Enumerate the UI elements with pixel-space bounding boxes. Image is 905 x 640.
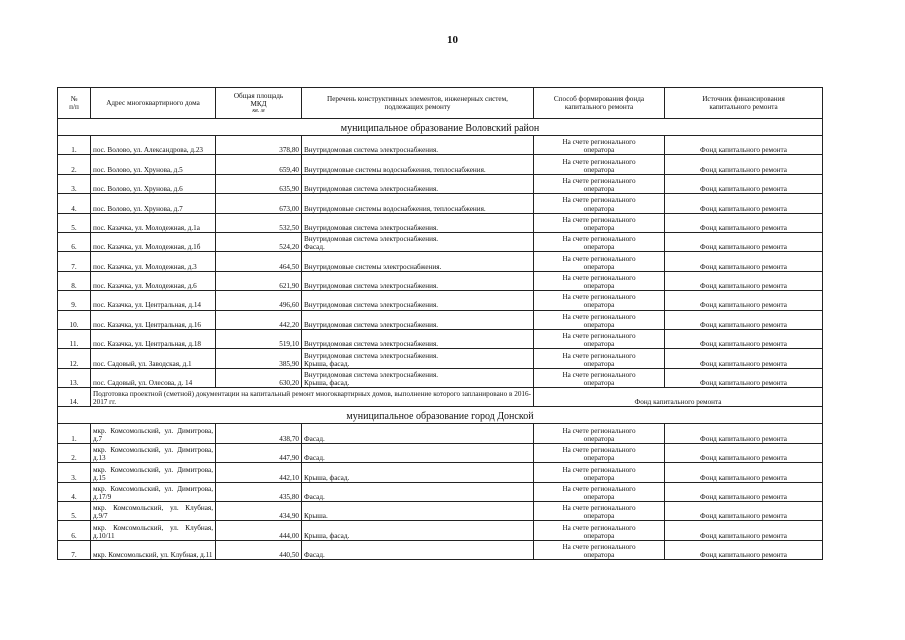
row-area: 519,10 — [216, 329, 302, 348]
row-financing-source: Фонд капитального ремонта — [665, 540, 823, 559]
row-financing-source: Фонд капитального ремонта — [665, 368, 823, 387]
row-number: 5. — [58, 502, 91, 521]
table-row — [58, 502, 823, 521]
row-funding-method: На счете регионального оператора — [534, 271, 665, 290]
row-number: 4. — [58, 482, 91, 501]
section-title: муниципальное образование город Донской — [58, 407, 823, 424]
section-title: муниципальное образование Воловский район — [58, 119, 823, 136]
row-number: 2. — [58, 155, 91, 174]
table-row — [58, 271, 823, 290]
table-row — [58, 174, 823, 193]
row-funding-method: На счете регионального оператора — [534, 349, 665, 368]
row-works: Внутридомовая система электроснабжения. Фасад. — [302, 232, 534, 251]
table-row — [58, 232, 823, 251]
row-funding-method: На счете регионального оператора — [534, 329, 665, 348]
table-row — [58, 463, 823, 482]
row-works: Внутридомовые системы водоснабжения, теплоснабжения. — [302, 194, 534, 213]
header-area-unit: кв. м — [252, 107, 265, 114]
table-body — [58, 119, 823, 560]
row-financing-source: Фонд капитального ремонта — [534, 388, 823, 407]
row-area: 635,90 — [216, 174, 302, 193]
row-address: мкр. Комсомольский, ул. Димитрова, д.7 — [91, 424, 216, 443]
row-funding-method: На счете регионального оператора — [534, 213, 665, 232]
row-works: Внутридомовая система электроснабжения. Крыша, фасад. — [302, 349, 534, 368]
row-funding-method: На счете регионального оператора — [534, 155, 665, 174]
row-area: 524,20 — [216, 232, 302, 251]
row-financing-source: Фонд капитального ремонта — [665, 136, 823, 155]
row-area: 630,20 — [216, 368, 302, 387]
row-area: 444,00 — [216, 521, 302, 540]
row-address: мкр. Комсомольский, ул. Клубная, д.11 — [91, 540, 216, 559]
row-area: 442,10 — [216, 463, 302, 482]
row-funding-method: На счете регионального оператора — [534, 463, 665, 482]
section-header-row — [58, 119, 823, 136]
table-row — [58, 443, 823, 462]
table-row — [58, 329, 823, 348]
row-funding-method: На счете регионального оператора — [534, 310, 665, 329]
row-area: 434,90 — [216, 502, 302, 521]
table-row-design-docs — [58, 388, 823, 407]
table-row — [58, 310, 823, 329]
row-number: 7. — [58, 252, 91, 271]
repair-table — [57, 87, 823, 560]
table-row — [58, 136, 823, 155]
row-address: пос. Казачка, ул. Молодежная, д.3 — [91, 252, 216, 271]
row-number: 3. — [58, 174, 91, 193]
row-financing-source: Фонд капитального ремонта — [665, 155, 823, 174]
row-financing-source: Фонд капитального ремонта — [665, 232, 823, 251]
row-number: 3. — [58, 463, 91, 482]
row-funding-method: На счете регионального оператора — [534, 291, 665, 310]
row-works: Крыша. — [302, 502, 534, 521]
row-financing-source: Фонд капитального ремонта — [665, 174, 823, 193]
row-funding-method: На счете регионального оператора — [534, 194, 665, 213]
table-row — [58, 424, 823, 443]
row-area: 496,60 — [216, 291, 302, 310]
row-description: Подготовка проектной (сметной) документации на капитальный ремонт многоквартирных домов, выполнение которого запланировано в 2016-2017 гг. — [91, 388, 534, 407]
row-address: пос. Казачка, ул. Молодежная, д.1б — [91, 232, 216, 251]
row-funding-method: На счете регионального оператора — [534, 482, 665, 501]
header-address: Адрес многоквартирного дома — [91, 88, 216, 119]
row-number: 5. — [58, 213, 91, 232]
row-address: мкр. Комсомольский, ул. Димитрова, д.13 — [91, 443, 216, 462]
row-funding-method: На счете регионального оператора — [534, 232, 665, 251]
row-address: пос. Казачка, ул. Центральная, д.18 — [91, 329, 216, 348]
row-financing-source: Фонд капитального ремонта — [665, 291, 823, 310]
row-funding-method: На счете регионального оператора — [534, 443, 665, 462]
row-number: 9. — [58, 291, 91, 310]
row-area: 435,80 — [216, 482, 302, 501]
table-row — [58, 291, 823, 310]
row-funding-method: На счете регионального оператора — [534, 136, 665, 155]
row-area: 385,90 — [216, 349, 302, 368]
row-funding-method: На счете регионального оператора — [534, 174, 665, 193]
table-row — [58, 368, 823, 387]
row-number: 4. — [58, 194, 91, 213]
table-row — [58, 194, 823, 213]
row-financing-source: Фонд капитального ремонта — [665, 310, 823, 329]
row-works: Внутридомовая система электроснабжения. — [302, 213, 534, 232]
row-works: Фасад. — [302, 482, 534, 501]
row-address: пос. Казачка, ул. Центральная, д.16 — [91, 310, 216, 329]
row-financing-source: Фонд капитального ремонта — [665, 349, 823, 368]
row-number: 7. — [58, 540, 91, 559]
page-number: 10 — [447, 34, 458, 46]
header-source: Источник финансирования капитального ремонта — [665, 88, 823, 119]
row-works: Крыша, фасад. — [302, 463, 534, 482]
row-financing-source: Фонд капитального ремонта — [665, 463, 823, 482]
header-method: Способ формирования фонда капитального ремонта — [534, 88, 665, 119]
row-financing-source: Фонд капитального ремонта — [665, 443, 823, 462]
row-works: Внутридомовые системы водоснабжения, теплоснабжения. — [302, 155, 534, 174]
row-area: 659,40 — [216, 155, 302, 174]
row-area: 440,50 — [216, 540, 302, 559]
row-area: 442,20 — [216, 310, 302, 329]
row-number: 12. — [58, 349, 91, 368]
row-works: Внутридомовая система электроснабжения. — [302, 291, 534, 310]
row-funding-method: На счете регионального оператора — [534, 521, 665, 540]
row-number: 1. — [58, 424, 91, 443]
row-address: пос. Казачка, ул. Молодежная, д.1а — [91, 213, 216, 232]
row-area: 621,90 — [216, 271, 302, 290]
row-financing-source: Фонд капитального ремонта — [665, 502, 823, 521]
row-area: 673,00 — [216, 194, 302, 213]
row-address: мкр. Комсомольский, ул. Димитрова, д.17/9 — [91, 482, 216, 501]
row-financing-source: Фонд капитального ремонта — [665, 213, 823, 232]
row-works: Крыша, фасад. — [302, 521, 534, 540]
row-financing-source: Фонд капитального ремонта — [665, 521, 823, 540]
row-financing-source: Фонд капитального ремонта — [665, 424, 823, 443]
row-number: 6. — [58, 521, 91, 540]
table-row — [58, 521, 823, 540]
row-funding-method: На счете регионального оператора — [534, 540, 665, 559]
row-funding-method: На счете регионального оператора — [534, 252, 665, 271]
table-row — [58, 349, 823, 368]
row-number: 14. — [58, 388, 91, 407]
row-works: Внутридомовая система электроснабжения. — [302, 136, 534, 155]
row-address: мкр. Комсомольский, ул. Клубная, д.9/7 — [91, 502, 216, 521]
row-works: Внутридомовая система электроснабжения. — [302, 329, 534, 348]
table-row — [58, 155, 823, 174]
row-number: 2. — [58, 443, 91, 462]
row-number: 8. — [58, 271, 91, 290]
row-number: 6. — [58, 232, 91, 251]
row-address: пос. Волово, ул. Хрунова, д.6 — [91, 174, 216, 193]
table-row — [58, 482, 823, 501]
row-number: 10. — [58, 310, 91, 329]
row-financing-source: Фонд капитального ремонта — [665, 482, 823, 501]
row-financing-source: Фонд капитального ремонта — [665, 252, 823, 271]
row-works: Внутридомовая система электроснабжения. — [302, 174, 534, 193]
table-header-row — [58, 88, 823, 119]
row-address: мкр. Комсомольский, ул. Клубная, д.10/11 — [91, 521, 216, 540]
row-financing-source: Фонд капитального ремонта — [665, 194, 823, 213]
row-funding-method: На счете регионального оператора — [534, 424, 665, 443]
row-address: пос. Садовый, ул. Олесова, д. 14 — [91, 368, 216, 387]
row-financing-source: Фонд капитального ремонта — [665, 271, 823, 290]
row-address: пос. Волово, ул. Хрунова, д.5 — [91, 155, 216, 174]
table-row — [58, 213, 823, 232]
row-funding-method: На счете регионального оператора — [534, 368, 665, 387]
row-works: Фасад. — [302, 540, 534, 559]
row-number: 13. — [58, 368, 91, 387]
row-address: пос. Казачка, ул. Центральная, д.14 — [91, 291, 216, 310]
row-area: 532,50 — [216, 213, 302, 232]
row-works: Внутридомовая система электроснабжения. — [302, 271, 534, 290]
header-num: № п/п — [58, 88, 91, 119]
row-works: Внутридомовая система электроснабжения. — [302, 310, 534, 329]
header-works: Перечень конструктивных элементов, инженерных систем, подлежащих ремонту — [302, 88, 534, 119]
row-works: Фасад. — [302, 443, 534, 462]
table-row — [58, 540, 823, 559]
row-area: 447,90 — [216, 443, 302, 462]
row-funding-method: На счете регионального оператора — [534, 502, 665, 521]
row-area: 378,80 — [216, 136, 302, 155]
section-header-row — [58, 407, 823, 424]
row-works: Фасад. — [302, 424, 534, 443]
row-area: 464,50 — [216, 252, 302, 271]
row-address: пос. Садовый, ул. Заводская, д.1 — [91, 349, 216, 368]
row-address: мкр. Комсомольский, ул. Димитрова, д.15 — [91, 463, 216, 482]
table-row — [58, 252, 823, 271]
row-works: Внутридомовые системы электроснабжения. — [302, 252, 534, 271]
row-works: Внутридомовая система электроснабжения. Крыша, фасад. — [302, 368, 534, 387]
row-number: 11. — [58, 329, 91, 348]
row-financing-source: Фонд капитального ремонта — [665, 329, 823, 348]
row-address: пос. Волово, ул. Александрова, д.23 — [91, 136, 216, 155]
row-area: 438,70 — [216, 424, 302, 443]
header-area: Общая площадь МКД кв. м — [216, 88, 302, 119]
row-number: 1. — [58, 136, 91, 155]
row-address: пос. Волово, ул. Хрунова, д.7 — [91, 194, 216, 213]
row-address: пос. Казачка, ул. Молодежная, д.6 — [91, 271, 216, 290]
